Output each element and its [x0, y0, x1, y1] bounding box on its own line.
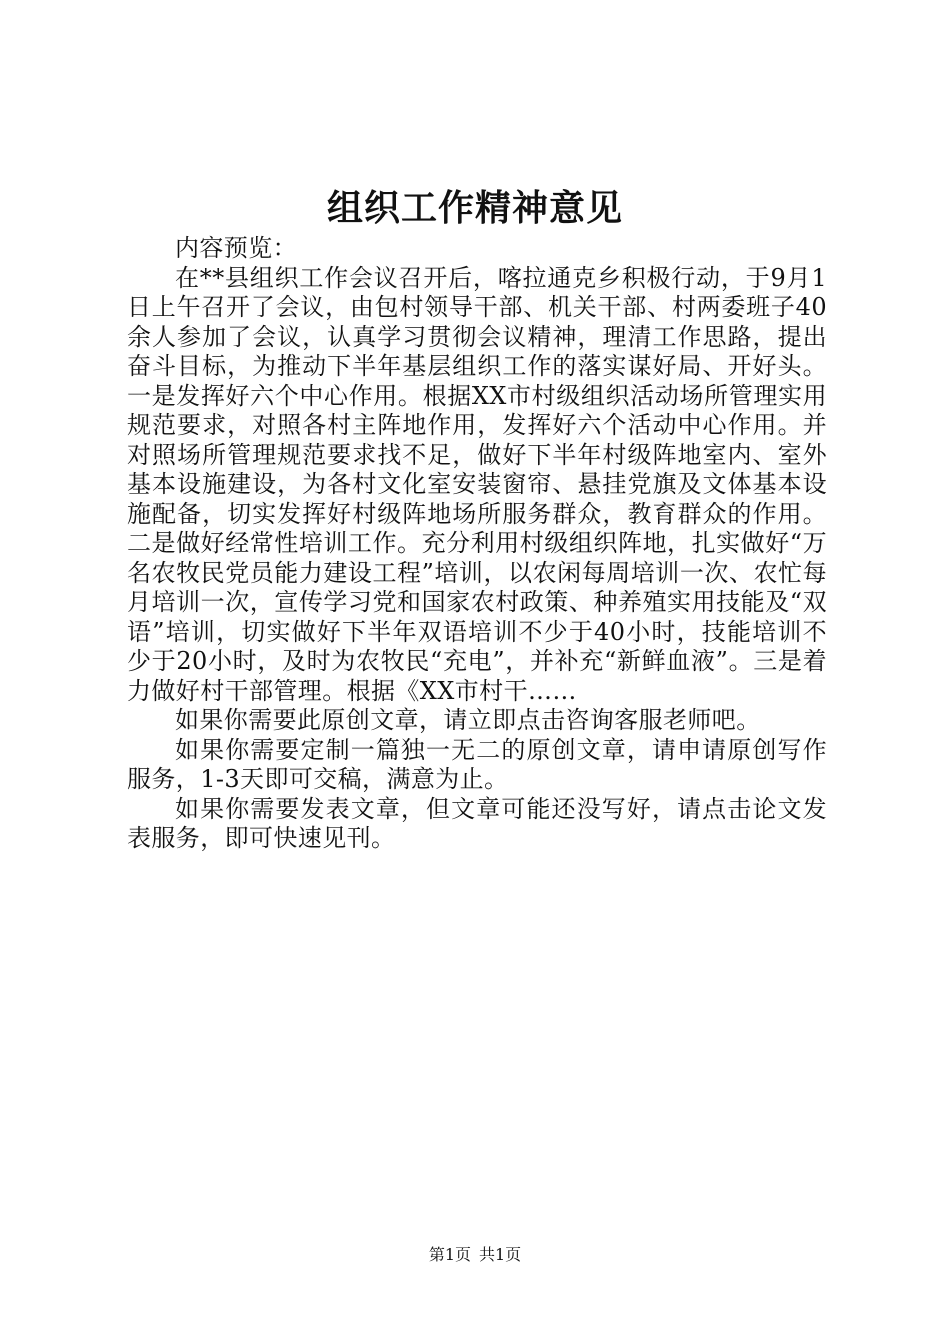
consult-paragraph: 如果你需要此原创文章，请立即点击咨询客服老师吧。: [175, 706, 761, 734]
document-body: [127, 234, 827, 854]
custom-writing-paragraph: 如果你需要定制一篇独一无二的原创文章，请申请原创写作服务，1-3天即可交稿，满意为止。: [127, 735, 827, 793]
publish-paragraph: 如果你需要发表文章，但文章可能还没写好，请点击论文发表服务，即可快速见刊。: [127, 794, 827, 852]
page-number: 第1页: [428, 1245, 471, 1264]
page-title: 组织工作精神意见: [326, 187, 623, 229]
preview-label: 内容预览：: [175, 234, 297, 262]
page-footer: [0, 1245, 950, 1265]
page-total: 共1页: [479, 1245, 522, 1264]
preview-paragraph: 在**县组织工作会议召开后，喀拉通克乡积极行动，于9月1日上午召开了会议，由包村领导干部、机关干部、村两委班子40余人参加了会议，认真学习贯彻会议精神，理清工作思路，提出奋斗目标，为推动下半年基层组织工作的落实谋好局、开好头。一是发挥好六个中心作用。根据XX市村级组织活动场所管理实用规范要求，对照各村主阵地作用，发挥好六个活动中心作用。并对照场所管理规范要求找不足，做好下半年村级阵地室内、室外基本设施建设，为各村文化室安装窗帘、悬挂党旗及文体基本设施配备，切实发挥好村级阵地场所服务群众，教育群众的作用。二是做好经常性培训工作。充分利用村级组织阵地，扎实做好“万名农牧民党员能力建设工程”培训，以农闲每周培训一次、农忙每月培训一次，宣传学习党和国家农村政策、种养殖实用技能及“双语”培训，切实做好下半年双语培训不少于40小时，技能培训不少于20小时，及时为农牧民“充电”，并补充“新鲜血液”。三是着力做好村干部管理。根据《XX市村干……: [127, 263, 827, 705]
